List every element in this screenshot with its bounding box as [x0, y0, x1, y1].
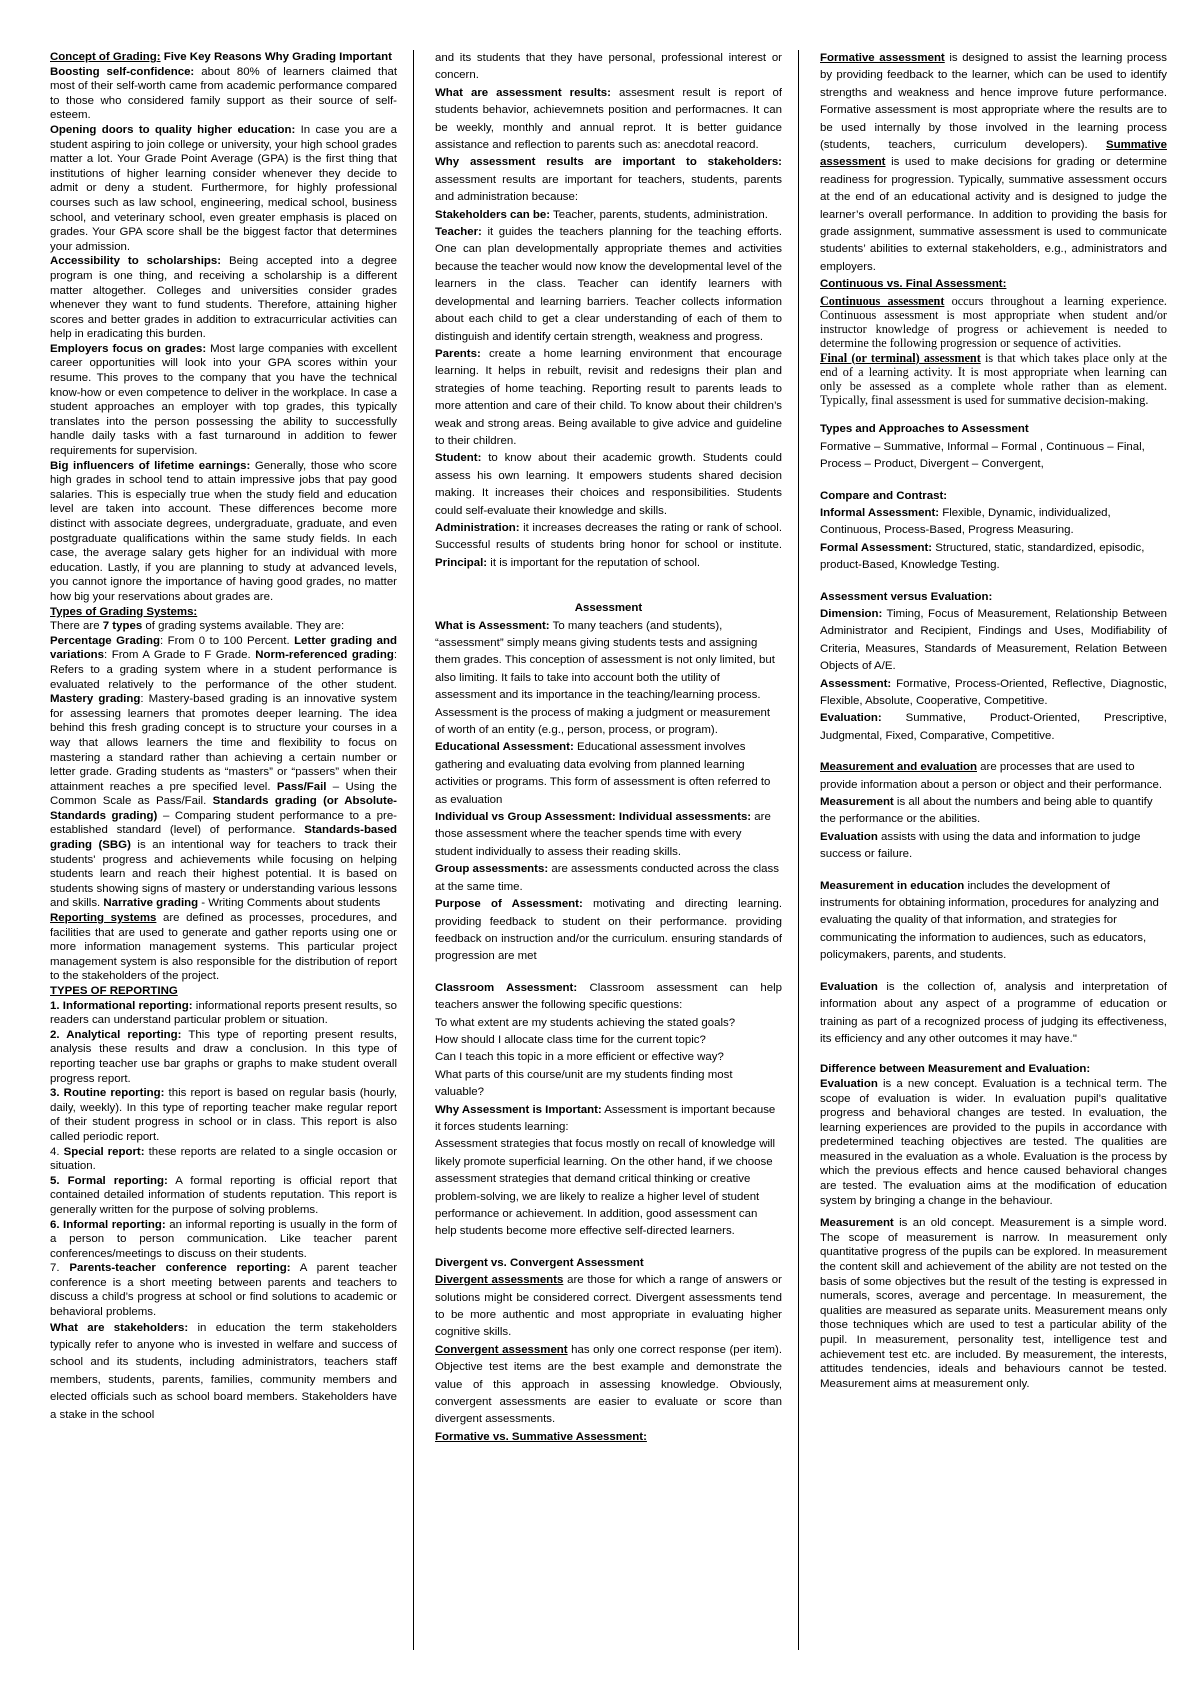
section-title: Compare and Contrast:	[820, 489, 948, 502]
paragraph: Evaluation: Summative, Product-Oriented, Prescriptive, Judgmental, Fixed, Comparative, Competitive.	[820, 712, 1167, 742]
paragraph: Convergent assessment has only one correct response (per item). Objective test items are the best example and demonstrate the value of this approach in assessing knowledge. Obviously, convergent assessments are easier to evaluate or score than divergent assessments.	[435, 1343, 782, 1426]
paragraph: Formal Assessment: Structured, static, standardized, episodic, product-Based, Knowledge Testing.	[820, 541, 1145, 572]
section-title: Concept of Grading: Five Key Reasons Why Grading Important	[50, 51, 392, 63]
list-item: 1. Informational reporting: informational reports present results, so readers can understand particular problem or situation.	[50, 999, 397, 1027]
list-item: 3. Routine reporting: this report is based on regular basis (hourly, daily, weekly). In this type of reporting teacher make regular report of their student progress in school or in class. This report is also called periodic report.	[50, 1087, 397, 1143]
section-title: TYPES OF REPORTING	[50, 985, 178, 997]
list-item: 6. Informal reporting: an informal reporting is usually in the form of a person to person communication. Like teacher parent conferences/meetings to discuss on their students.	[50, 1218, 397, 1260]
list-item: How should I allocate class time for the current topic?	[435, 1033, 706, 1046]
paragraph: Assessment: Formative, Process-Oriented, Reflective, Diagnostic, Flexible, Absolute, Cooperative, Competitive.	[820, 677, 1167, 707]
paragraph: Classroom Assessment: Classroom assessment can help teachers answer the following specific questions:	[435, 981, 782, 1012]
section-title: Types of Grading Systems:	[50, 605, 198, 618]
paragraph: Measurement is all about the numbers and being able to quantify the performance or the abilities.	[820, 796, 1153, 826]
paragraph: Informal Assessment: Flexible, Dynamic, individualized, Continuous, Process-Based, Progress Measuring.	[820, 506, 1111, 537]
section-title: Assessment versus Evaluation:	[820, 590, 993, 603]
paragraph: Teacher: it guides the teachers planning for the teaching efforts. One can plan developmentally appropriate themes and activities because the teacher would now know the developmental level of the learners in the class. Teacher can identify learners with developmental and learning barriers. Teacher collects information about each child to get a clear understanding of each of them to distinguish and identify certain strength, weakness and progress.	[435, 226, 782, 343]
list-item: 2. Analytical reporting: This type of reporting present results, analysis these results and draw a conclusion. In this type of reporting teacher use bar graphs or graphs to make student overall progress report.	[50, 1028, 397, 1085]
paragraph: Individual vs Group Assessment: Individual assessments: are those assessment where the teacher spends time with every student individually to assess their reading skills.	[435, 811, 771, 858]
column-middle	[435, 50, 782, 1650]
paragraph: Measurement and evaluation are processes that are used to provide information about a person or object and their performance.	[820, 761, 1163, 791]
list-item: 5. Formal reporting: A formal reporting is official report that contained detailed information of students reputation. This report is generally written for the purpose of solving problems.	[50, 1174, 397, 1216]
paragraph: Reporting systems are defined as processes, procedures, and facilities that are used to generate and gather reports using one or more information management systems. This particular project management system is also responsible for the distribution of report to the stakeholders of the project.	[50, 912, 397, 983]
paragraph: Purpose of Assessment: motivating and directing learning. providing feedback to student on their performance. providing feedback on instruction and/or the curriculum. ensuring standards of progression are met	[435, 898, 782, 963]
paragraph: Educational Assessment: Educational assessment involves gathering and evaluating data evolving from planned learning activities or programs. This form of assessment is often referred to as evaluation	[435, 741, 771, 806]
paragraph: Student: to know about their academic growth. Students could assess his own learning. It empowers students shared decision making. It increases their choices and responsibilities. Students could self-evaluate their knowledge and skills.	[435, 452, 782, 517]
paragraph: Formative assessment is designed to assist the learning process by providing feedback to the learner, which can be used to identify strengths and weakness and hence improve future performance. Formative assessment is most appropriate where the results are to be used internally by those involved in the learning process (students, teachers, curriculum developers). Summative assessment is used to make decisions for grading or determine readiness for progression. Typically, summative assessment occurs at the end of an educational activity and is designed to judge the learner’s overall performance. In addition to providing the basis for grade assignment, summative assessment is used to communicate students’ abilities to external stakeholders, e.g., administrators and employers.	[820, 52, 1167, 273]
section-title: Formative vs. Summative Assessment:	[435, 1430, 647, 1443]
list-item: 4. Special report: these reports are related to a single occasion or situation.	[50, 1145, 397, 1173]
paragraph: Employers focus on grades: Most large companies with excellent career opportunities will look into your GPA scores within your resume. This proves to the company that you have the technical know-how or even competence to deliver in the workplace. In case a student approaches an employer with top grades, this typically translates into the person possessing the ability to successfully handle daily tasks with a fast turnaround in addition to fewer requirements for supervision.	[50, 342, 397, 458]
paragraph: Why assessment results are important to stakeholders: assessment results are important for teachers, students, parents and administration because:	[435, 156, 782, 204]
paragraph: Evaluation is the collection of, analysis and interpretation of information about any aspect of a programme of education or training as part of a recognized process of judging its effectiveness, its efficiency and any other outcomes it may have."	[820, 980, 1167, 1045]
paragraph: Opening doors to quality higher education: In case you are a student aspiring to join college or university, your high school grades matter a lot. Your Grade Point Average (GPA) is the first thing that institutions of higher learning consider whenever they decide to admit or deny a student. Furthermore, for highly professional courses such as law school, engineering, medical school, business school, and veterinary school, even greater emphasis is placed on grades. Your GPA score shall be the biggest factor that determines your admission.	[50, 123, 397, 253]
paragraph: Stakeholders can be: Teacher, parents, students, administration.	[435, 208, 768, 221]
paragraph: and its students that they have personal, professional interest or concern.	[435, 52, 782, 82]
paragraph: Evaluation assists with using the data and information to judge success or failure.	[820, 830, 1141, 861]
paragraph: Boosting self-confidence: about 80% of learners claimed that most of their self-worth came from academic performance compared to those who considered family support as their source of self-esteem.	[50, 65, 397, 122]
document-page	[50, 50, 1167, 1650]
section-title: Assessment	[574, 602, 643, 615]
paragraph: Continuous assessment occurs throughout a learning experience. Continuous assessment is most appropriate when student and/or instructor knowledge of progress or achievement is needed to determine the following progression or sequence of activities.	[820, 293, 1167, 351]
paragraph: Parents: create a home learning environment that encourage learning. It helps in rebuilt, revisit and redesigns their plan and strategies of home teaching. Reporting result to parents leads to more attention and care of their child. To know about their children’s weak and strong areas. Being available to give advice and guideline to their children.	[435, 347, 782, 447]
column-divider	[413, 50, 414, 1650]
paragraph: Formative – Summative, Informal – Formal , Continuous – Final, Process – Product, Divergent – Convergent,	[820, 440, 1145, 471]
paragraph: What is Assessment: To many teachers (and students), “assessment” simply means giving students tests and assigning them grades. This conception of assessment is not only limited, but also limiting. It fails to take into account both the utility of assessment and its importance in the teaching/learning process. Assessment is the process of making a judgment or measurement of worth of an entity (e.g., person, process, or program).	[435, 619, 775, 737]
paragraph: Measurement in education includes the development of instruments for obtaining information, procedures for analyzing and evaluating the quality of that information, and strategies for communicating the information to audiences, such as educators, policymakers, parents, and students.	[820, 879, 1159, 962]
section-title: Continuous vs. Final Assessment:	[820, 278, 1007, 291]
paragraph: Administration: it increases decreases the rating or rank of school. Successful results of students bring honor for school or institute. Principal: it is important for the reputation of school.	[435, 521, 782, 569]
paragraph: Big influencers of lifetime earnings: Generally, those who score high grades in school tend to attain impressive jobs that pay good salaries. This is especially true when the study field and education level are taken into account. These differences become more distinct with associate degrees, undergraduate, graduate, and even postgraduate qualifications within the same study fields. In each case, the average salary gets higher for an individual with more education. Lastly, if you are planning to study at advanced levels, you cannot ignore the importance of having good grades, no matter how big your reservations about grades are.	[50, 459, 397, 603]
section-title: Divergent vs. Convergent Assessment	[435, 1256, 644, 1269]
column-left	[50, 50, 397, 1650]
list-item: 7. Parents-teacher conference reporting: A parent teacher conference is a short meeting between parents and teachers to discuss a child’s progress at school or find solutions to academic or behavioral problems.	[50, 1262, 397, 1319]
paragraph: Group assessments: are assessments conducted across the class at the same time.	[435, 863, 779, 893]
paragraph: Measurement is an old concept. Measurement is a simple word. The scope of measurement is narrow. In measurement only quantitative progress of the pupils can be explored. In measurement the content skill and achievement of the ability are not tested on the basis of some objectives but the result of the testing is expressed in numerals, scores, average and percentage. In measurement, the qualities are measured as separate units. Measurement means only those techniques which are used to test a particular ability of the pupil. In measurement, personality test, intelligence test and achievement test etc. are included. By measurement, the interests, attitudes tendencies, ideals and behaviours cannot be tested. Measurement aims at measurement only.	[820, 1217, 1167, 1390]
paragraph: Accessibility to scholarships: Being accepted into a degree program is one thing, and receiving a scholarship is a different matter altogether. Colleges and universities consider grades whenever they want to fund students. Therefore, attaining higher scores and better grades in addition to extracurricular activities can help in eradicating this burden.	[50, 255, 397, 341]
paragraph: Final (or terminal) assessment is that which takes place only at the end of a learning activity. It is most appropriate when learning can only be assessed as a complete whole rather than as element. Typically, final assessment is used for summative decision-making.	[820, 350, 1167, 408]
paragraph: Evaluation is a new concept. Evaluation is a technical term. The scope of evaluation is wider. In evaluation pupil’s qualitative progress and behavioral changes are tested. In evaluation, the learning experiences are provided to the pupils in accordance with predetermined teaching objectives are tested. The qualities are measured in the evaluation as a whole. Evaluation is the process by which the previous effects and hence caused behavioral changes are tested. The evaluation aims at the modification of education system by bringing a change in the behaviour.	[820, 1077, 1167, 1207]
section-title: Difference between Measurement and Evaluation:	[820, 1063, 1091, 1076]
column-right	[820, 50, 1167, 1650]
paragraph: Divergent assessments are those for which a range of answers or solutions might be considered correct. Divergent assessments tend to be more authentic and most appropriate in evaluating higher cognitive skills.	[435, 1274, 782, 1339]
paragraph: There are 7 types of grading systems available. They are:	[50, 620, 345, 633]
column-divider	[798, 50, 799, 1650]
list-item: To what extent are my students achieving the stated goals?	[435, 1016, 736, 1029]
paragraph: Dimension: Timing, Focus of Measurement, Relationship Between Administrator and Recipient, Findings and Uses, Modifiability of Criteria, Measures, Standards of Measurement, Relation Between Objects of A/E.	[820, 607, 1167, 673]
paragraph: Percentage Grading: From 0 to 100 Percent. Letter grading and variations: From A Grade to F Grade. Norm-referenced grading: Refers to a grading system where in a student performance is evaluated relatively to the performance of the other student. Mastery grading: Mastery-based grading is an innovative system for assessing learners that promotes deeper learning. The idea behind this fresh grading concept is to structure your courses in a way that allows learners the time and flexibility to focus on mastering a standard rather than achieving a certain number or letter grade. Grading students as “masters” or “passers” when their attainment reaches a pre specified level. Pass/Fail – Using the Common Scale as Pass/Fail. Standards grading (or Absolute-Standards grading) – Comparing student performance to a pre-established standard (level) of performance. Standards-based grading (SBG) is an intentional way for teachers to track their students' progress and achievements while focusing on helping students learn and reach their highest potential. It is based on students showing signs of mastery or understanding various lessons and skills. Narrative grading - Writing Comments about students	[50, 634, 397, 910]
list-item: What parts of this course/unit are my students finding most valuable?	[435, 1068, 733, 1099]
paragraph: What are assessment results: assesment result is report of students behavior, achievemnets position and performacnes. It can be weekly, monthly and annual reprot. It is better guidance assistance and reflection to parents such as: anecdotal reacord.	[435, 86, 782, 152]
paragraph: Why Assessment is Important: Assessment is important because it forces students learning:	[435, 1103, 776, 1133]
list-item: Can I teach this topic in a more efficient or effective way?	[435, 1051, 724, 1064]
paragraph: Assessment strategies that focus mostly on recall of knowledge will likely promote superficial learning. On the other hand, if we choose assessment strategies that demand critical thinking or creative problem-solving, we are likely to realize a higher level of student performance or achievement. In addition, good assessment can help students become more effective self-directed learners.	[435, 1138, 776, 1238]
section-title: Types and Approaches to Assessment	[820, 423, 1029, 436]
paragraph: What are stakeholders: in education the term stakeholders typically refer to anyone who is invested in welfare and success of school and its students, including administrators, teachers staff members, students, parents, families, community members and elected officials such as school board members. Stakeholders have a stake in the school	[50, 1321, 397, 1421]
